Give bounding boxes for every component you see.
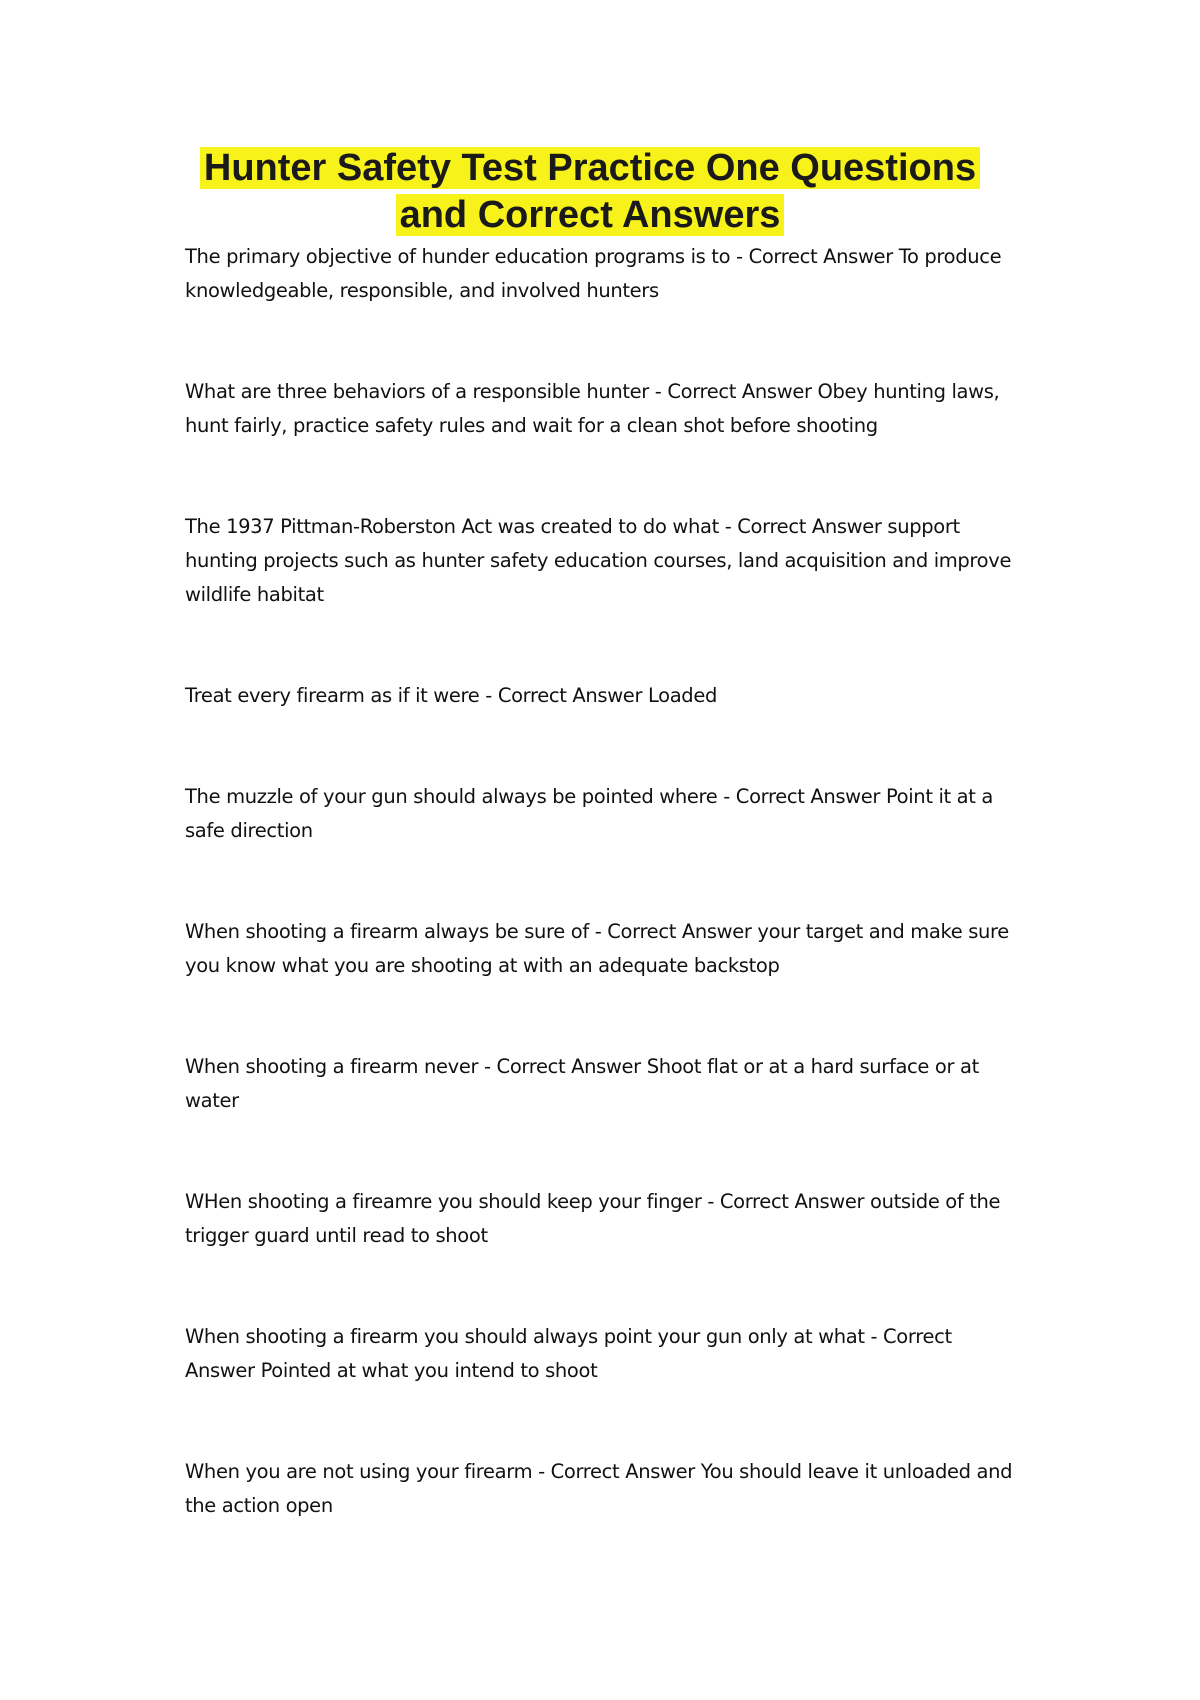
qa-item: What are three behaviors of a responsible hunter - Correct Answer Obey hunting laws, hunt fairly, practice safety rules and wait for a clean shot before shooting [185, 380, 1000, 437]
question-answer-list [185, 240, 1025, 1523]
title-line-2: and Correct Answers [396, 194, 785, 236]
qa-item: When shooting a firearm you should always point your gun only at what - Correct Answer Pointed at what you intend to shoot [185, 1325, 952, 1382]
qa-item: WHen shooting a fireamre you should keep your finger - Correct Answer outside of the trigger guard until read to shoot [185, 1190, 1001, 1247]
qa-item: When you are not using your firearm - Correct Answer You should leave it unloaded and the action open [185, 1460, 1013, 1517]
title-line-1: Hunter Safety Test Practice One Questions [200, 147, 980, 189]
qa-item: When shooting a firearm always be sure of - Correct Answer your target and make sure you know what you are shooting at with an adequate backstop [185, 920, 1009, 977]
qa-item: The primary objective of hunder education programs is to - Correct Answer To produce knowledgeable, responsible, and involved hunters [185, 245, 1002, 302]
qa-item: The muzzle of your gun should always be pointed where - Correct Answer Point it at a safe direction [185, 785, 994, 842]
qa-item: Treat every firearm as if it were - Correct Answer Loaded [185, 684, 718, 707]
document-title [170, 145, 1010, 239]
qa-item: When shooting a firearm never - Correct Answer Shoot flat or at a hard surface or at water [185, 1055, 979, 1112]
qa-item: The 1937 Pittman-Roberston Act was created to do what - Correct Answer support hunting projects such as hunter safety education courses, land acquisition and improve wildlife habitat [185, 515, 1012, 606]
